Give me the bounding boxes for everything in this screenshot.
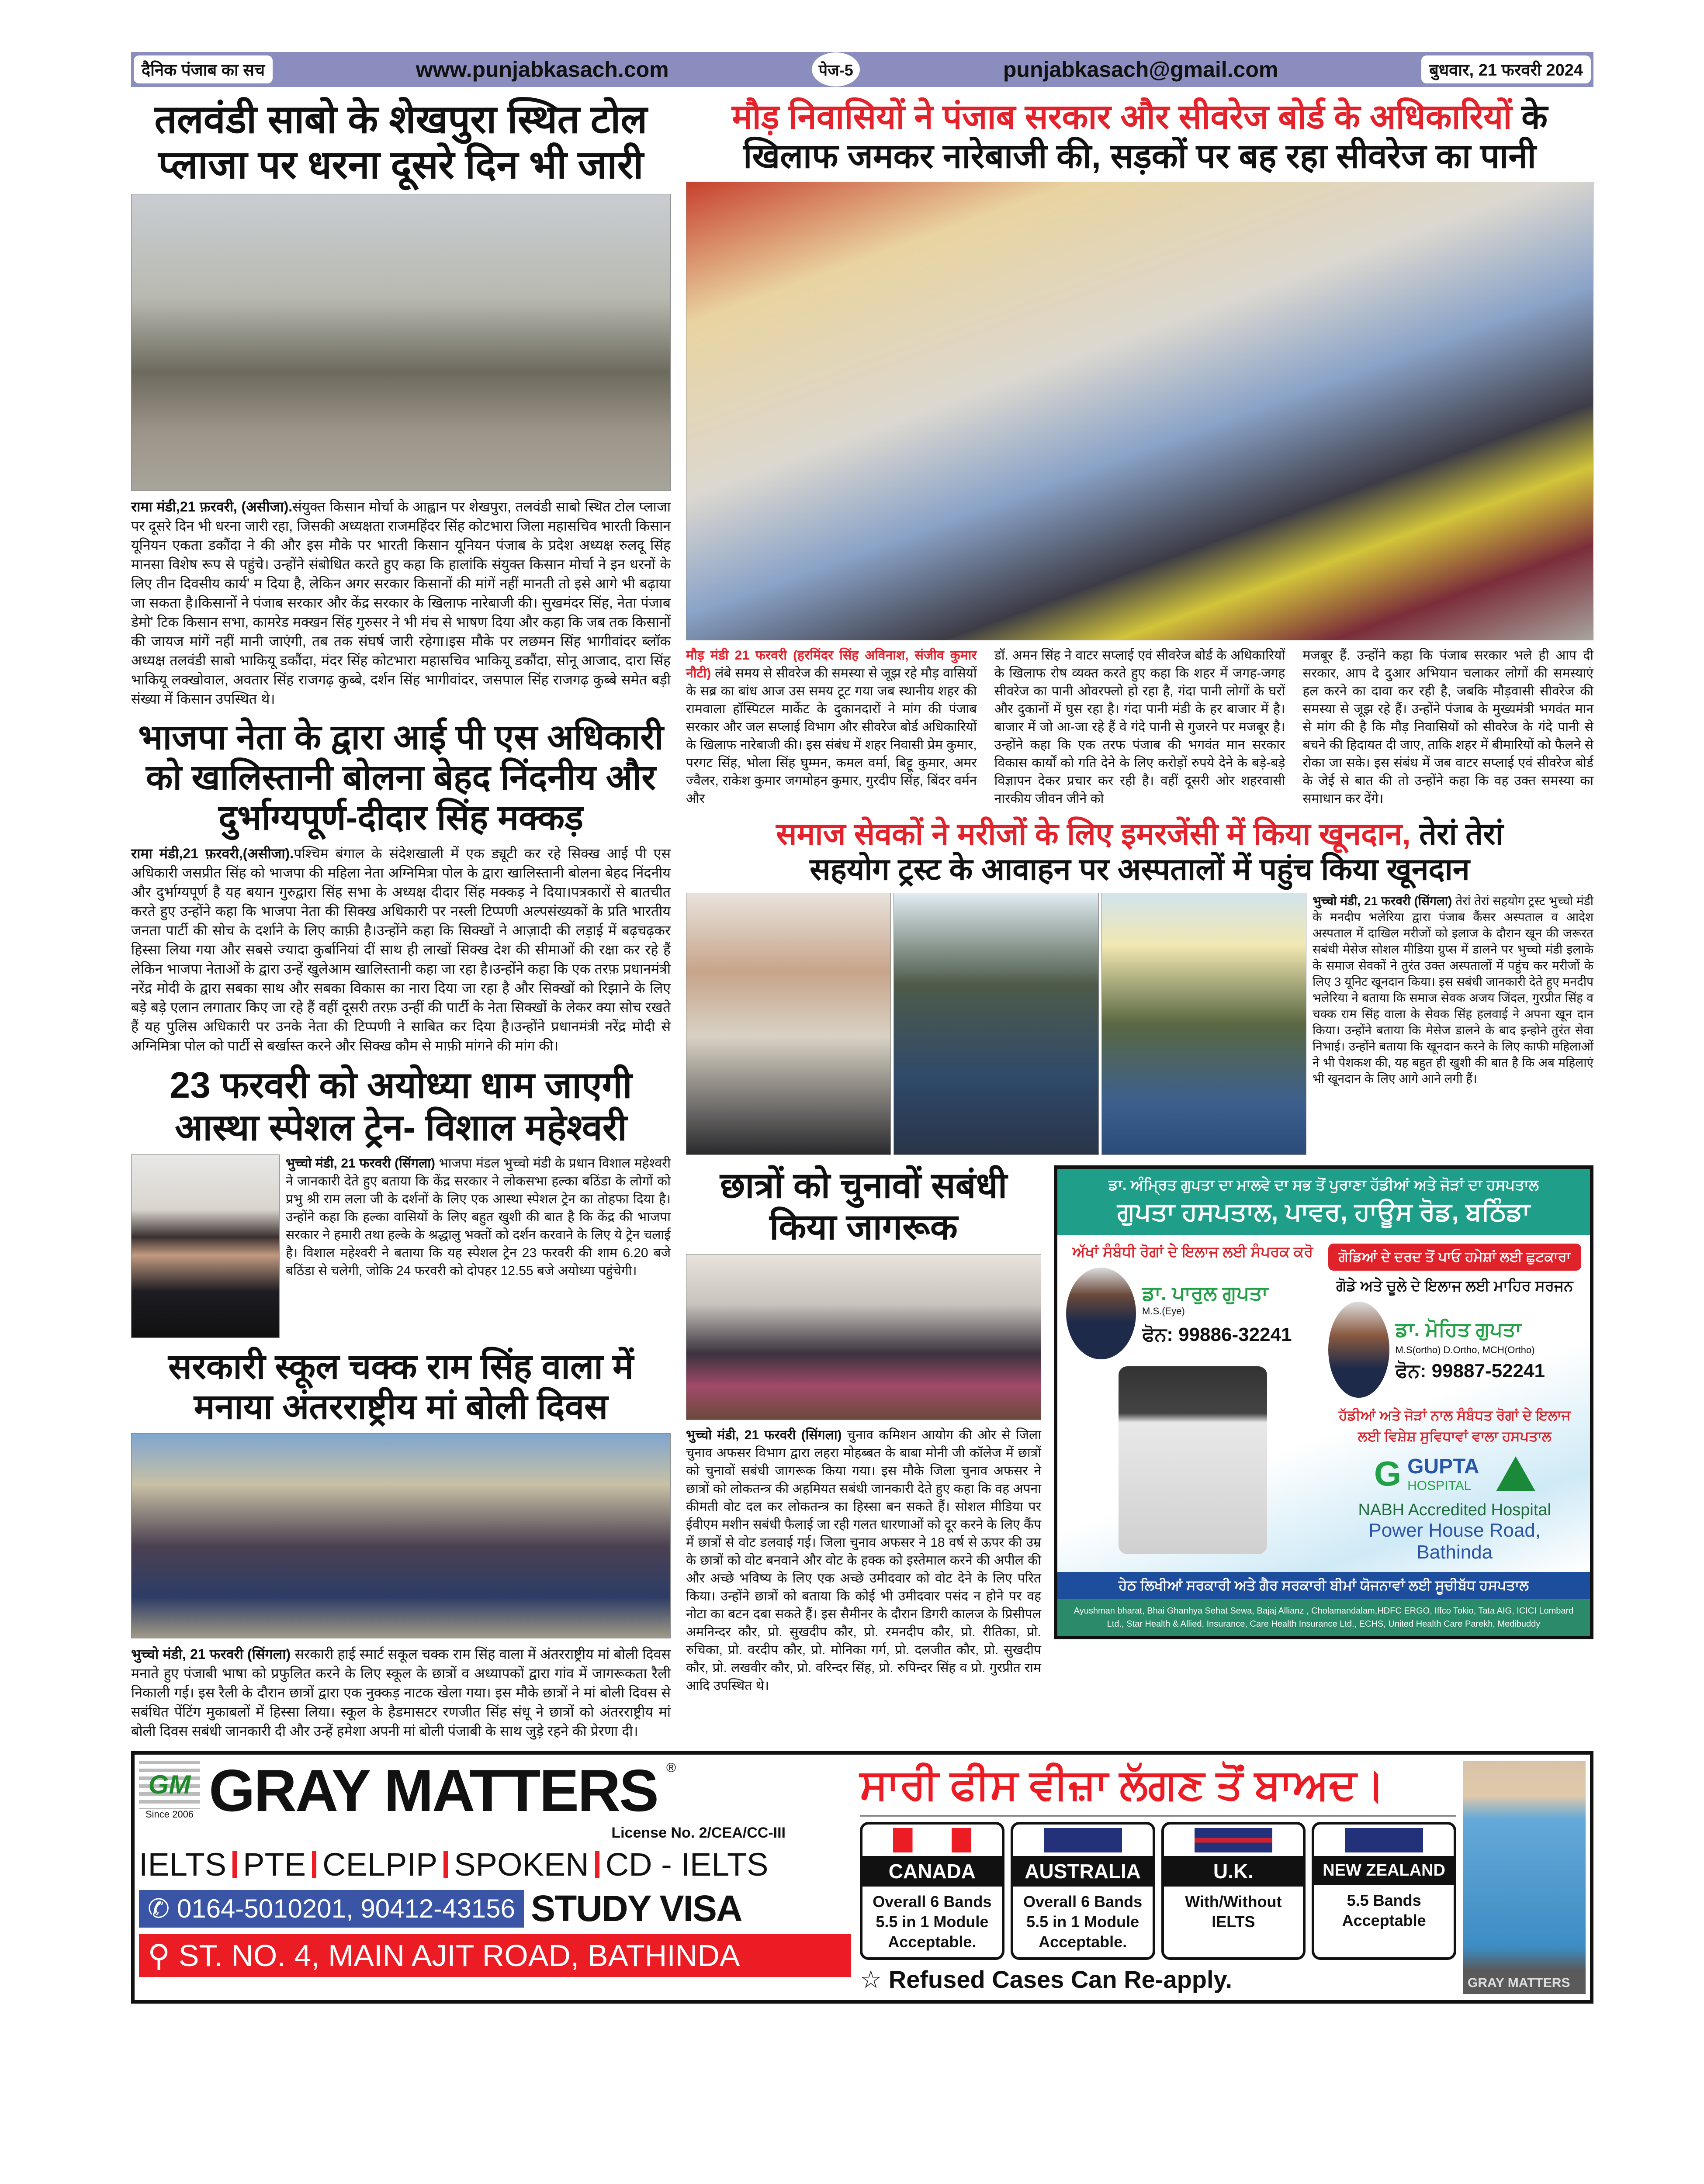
article-text: लंबे समय से सीवरेज की समस्या से जूझ रहे मौड़ वासियों के सब्र का बांध आज उस समय टूट गया जब स्थानीय शहर की रामवाला हॉस्पिटल मार्केट के दुकानदारों ने मांग की पंजाब सरकार और जल सप्लाई विभाग और सीवरेज बोर्ड अधिकारियों के खिलाफ नारेबाजी की। इस संबंध में शहर निवासी प्रेम कुमार, परगट सिंह, भोला सिंह घुम्मन, कमल वर्मा, बिट्टू कुमार, अमर ज्वैलर, राकेश कुमार जगमोहन कुमार, गुरदीप सिंह, बिंदर वर्मन और	[686, 666, 977, 806]
country-cards	[860, 1822, 1456, 1960]
headline-sewerage	[686, 97, 1593, 176]
masthead-bar	[131, 52, 1593, 87]
page-columns	[131, 97, 1593, 1741]
article-text: चुनाव कमिशन आयोग की ओर से जिला चुनाव अफसर विभाग द्वारा लहरा मोहब्बत के बाबा मोनी जी कॉलेज में छात्रों को चुनावों सबंधी जागरूक किया गया। इस मौके जिला चुनाव अफसर ने छात्रों को लोकतन्त्र की अहमियत सबंधी जानकारी देते हुए कहा कि वह अपना कीमती वोट दल कर लोकतन्त्र का हिस्सा बन सकते हैं। सोशल मीडिया पर ईवीएम मशीन सबंधी फैलाई जा रही गलत धारणाओं को दूर करने के लिए कैंप में छात्रों से वोट डलवाई गई। जिला चुनाव अफसर ने 18 वर्ष से ऊपर की उम्र के छात्रों को वोट बनवाने और वोट के हक्क को इस्तेमाल करने की अपील की और अच्छे भविष्य के लिए एक अच्छे उमीदवार को वोट देने के लिए परित किया। उन्होंने छात्रों को बताया कि कोई भी उमीदवार पसंद न होने पर वह नोटा का बटन दबा सकते हैं। इस सैमीनर के दौरान डिगरी कालज के प्रिसीपल अमनिन्दर कौर, प्रो. सुखदीप कौर, प्रो. रमनदीप कौर, प्रो. रीतिका, प्रो. रुचिका, प्रो. वरदीप कौर, प्रो. मोनिका गर्ग, प्रो. दलजीत कौर, प्रो. सुखदीप कौर, प्रो. लखवीर कौर, प्रो. वरिन्दर सिंह, प्रो. रुपिन्दर सिंह व प्रो. गुरप्रीत राम आदि उपस्थित थे।	[686, 1427, 1041, 1693]
article-blood-donation	[1313, 893, 1593, 1087]
divider	[312, 1851, 316, 1878]
building-sign: GRAY MATTERS	[1468, 1976, 1570, 1990]
blood-donation-row	[686, 893, 1593, 1155]
headline-toll-plaza: तलवंडी साबो के शेखपुरा स्थित टोल प्लाजा पर धरना दूसरे दिन भी जारी	[154, 98, 648, 187]
phone-numbers[interactable]: 0164-5010201, 90412-43156	[177, 1894, 516, 1923]
right-column	[686, 97, 1593, 1695]
doctor-2-row	[1328, 1302, 1582, 1398]
article-column: मजबूर हैं. उन्होंने कहा कि पंजाब सरकार भले ही आप दी सरकार, आप दे दुआर अभियान चलाकर लोगों की समस्याएं हल करने का दावा कर रही है, जबकि मौड़वासी सीवरेज की समस्या से जूझ रहे हैं। उन्होंने पंजाब के मुख्यमंत्री भगवंत मान से मांग की है कि मौड़ निवासियों को सीवरेज के गंदे पानी से बचने की हिदायत दी जाए, ताकि शहर में बीमारियों को फैलने से रोका जा सके। इस संबंध में जब वाटर सप्लाई एवं सीवरेज बोर्ड के जेई से बात की तो उन्होंने कहा कि वह उक्त समस्या का समाधान कर देंगे।	[1302, 648, 1593, 806]
doctor-degree: M.S.(Eye)	[1142, 1306, 1185, 1317]
dateline: रामा मंडी,21 फ़रवरी,(असीजा).	[131, 846, 294, 861]
photo-institute-building	[1463, 1761, 1586, 1994]
email-link[interactable]: punjabkasach@gmail.com	[1003, 57, 1278, 82]
article-ayodhya-train	[286, 1154, 671, 1280]
photo-election-seminar	[686, 1254, 1041, 1420]
knee-subheading: ਗੋਡੇ ਅਤੇ ਚੂਲੇ ਦੇ ਇਲਾਜ ਲਈ ਮਾਹਿਰ ਸਰਜਨ	[1336, 1278, 1573, 1295]
country-card-australia[interactable]	[1011, 1822, 1155, 1960]
website-link[interactable]: www.punjabkasach.com	[416, 57, 669, 82]
divider	[232, 1851, 237, 1878]
article-text: भाजपा मंडल भुच्चो मंडी के प्रधान विशाल महेश्वरी ने जानकारी देते हुए बताया कि केंद्र सरकार ने लोकसभा हल्का बठिंडा के लोगों को प्रभु श्री राम लला जी के दर्शनों के लिए एक आस्था स्पेशल ट्रेन का तोहफा दिया है। उन्होंने कहा कि हल्का वासियों के लिए बहुत खुशी की बात है कि केंद्र की भाजपा सरकार ने हमारी तथा हल्के के श्रद्धालु भक्तों को दर्शन करवाने के लिए ये ट्रेन चलाई है। विशाल महेश्वरी ने बताया कि यह स्पेशल ट्रेन 23 फरवरी की शाम 6.20 बजे बठिंडा से चलेगी, जोकि 24 फरवरी को दोपहर 12.55 बजे अयोध्या पहुंचेगी।	[286, 1156, 671, 1279]
phone-banner[interactable]: ✆ 0164-5010201, 90412-43156	[139, 1890, 524, 1928]
country-requirement: 5.5 Bands Acceptable	[1342, 1891, 1426, 1930]
article-text: तेरां तेरां सहयोग ट्रस्ट भुच्चो मंडी के मनदीप भलेरिया द्वारा पंजाब कैंसर अस्पताल व आदेश अस्पताल में दाखिल मरीजों को इलाज के दौरान खून की जरूरत सबंधी मेसेज सोशल मीडिया ग्रुप्स में डालने पर भुच्चो मंडी इलाके के समाज सेवकों ने तुरंत उक्त अस्पतालों में पहुंच कर मरीजों के लिए 3 यूनिट खूनदान किया। इस सबंधी जानकारी देते हुए मनदीप भलेरिया ने बताया कि समाज सेवक अजय जिंदल, गुरप्रीत सिंह व चक्क राम सिंह वाला के सेवक सिंह हलवाई ने अपना खून दान किया। उन्होंने बताया कि मेसेज डालने के बाद इन्होने तुरंत सेवा निभाई। उन्होंने बताया कि खूनदान करने के लिए काफी महिलाओं ने भी पेशकश की, यह बहुत ही खुशी की बात है कि अब महिलाएं भी खूनदान के लिए आगे आने लगी हैं।	[1313, 894, 1593, 1086]
headline-black-part: तेरां तेरां	[1419, 817, 1503, 851]
article-text: सरकारी हाई स्मार्ट सकूल चक्क राम सिंह वाला में अंतरराष्ट्रीय मां बोली दिवस मनाते हुए पंजाबी भाषा को प्रफुलित करने के लिए स्कूल के छात्रों व अध्यापकों द्वारा गांव में जागरूकता रैली निकाली गई। इस रैली के दौरान छात्रों द्वारा एक नुक्कड़ नाटक खेला गया। इस मौके छात्रों ने मां बोली दिवस से सबंधित पेंटिंग मुकाबलों में हिस्सा लिया। स्कूल के हैडमासटर रणजीत सिंह संधू ने छात्रों को अंतरराष्ट्रीय मां बोली दिवस सबंधी जानकारी दी और उन्हें हमेशा अपनी मां बोली पंजाबी के साथ जुड़े रहने की प्रेरणा दी।	[131, 1646, 671, 1739]
headline-khalistani-remark: भाजपा नेता के द्वारा आई पी एस अधिकारी को खालिस्तानी बोलना बेहद निंदनीय और दुर्भाग्यपूर्ण-दीदार सिंह मक्कड़	[138, 718, 664, 837]
address-banner: ⚲ ST. NO. 4, MAIN AJIT ROAD, BATHINDA	[139, 1934, 851, 1977]
photo-vishal-maheshwari	[131, 1154, 280, 1338]
course-cd-ielts: CD - IELTS	[605, 1846, 769, 1883]
photo-dr-parul	[1066, 1268, 1136, 1359]
country-requirement: Overall 6 Bands 5.5 in 1 Module Acceptable.	[873, 1893, 992, 1951]
article-mother-tongue-day	[131, 1645, 671, 1741]
photo-donor-1	[686, 893, 891, 1155]
ayodhya-article-row	[131, 1154, 671, 1338]
separator	[860, 1815, 1456, 1817]
eye-machine-image	[1119, 1366, 1267, 1554]
ad-title: ਗੁਪਤਾ ਹਸਪਤਾਲ, ਪਾਵਰ, ਹਾਊਸ ਰੋਡ, ਬਠਿੰਡਾ	[1117, 1198, 1530, 1227]
article-text: संयुक्त किसान मोर्चा के आह्वान पर शेखपुरा, तलवंडी साबो स्थित टोल प्लाजा पर दूसरे दिन भी धरना जारी रहा, जिसकी अध्यक्षता राजमहिंदर सिंह कोटभारा जिला महासचिव भारती किसान यूनियन एकता डकौंदा ने की और इस मौके पर भारती किसान यूनियन पंजाब के प्रदेश अध्यक्ष रुलदू सिंह मानसा विशेष रूप से पहुंचे। उन्होंने संबोधित करते हुए कहा कि हालांकि संयुक्त किसान मोर्चा ने इन धरनों के लिए तीन दिवसीय कार्य' म दिया है, लेकिन अगर सरकार किसानों की मांगें नहीं मानती तो इसे आगे भी बढ़ाया जा सकता है।किसानों ने पंजाब सरकार और केंद्र सरकार के खिलाफ नारेबाजी की। सुखमंदर सिंह, नेता पंजाब डेमो' टिक किसान सभा, कामरेड मक्खन सिंह गुरुसर ने भी मंच से भाषण दिया और कहा कि जब तक किसानों की जायज मांगें नहीं मानी जाएंगी, तब तक संघर्ष जारी रहेगा।इस मौके पर लछमन सिंह भागीवांदर ब्लॉक अध्यक्ष तलवंडी साबो भाकियू डकौंदा, मंदर सिंह कोटभारा महासचिव भाकियू डकौंदा, सोनू आजाद, दारा सिंह भाकियू लक्खोवाल, अवतार सिंह राजगढ़ कुब्बे, दर्शन सिंह भागीवांदर, जसपाल सिंह राजगढ़ कुब्बे समेत बड़ी संख्या में किसान उपस्थित थे।	[131, 499, 671, 707]
article-text: पश्चिम बंगाल के संदेशखाली में एक ड्यूटी कर रहे सिक्ख आई पी एस अधिकारी जसप्रीत सिंह को भाजपा की महिला नेता अग्निमित्रा पोल के द्वारा खालिस्तानी बोलना बेहद निंदनीय और दुर्भाग्यपूर्ण है यह बयान गुरुद्वारा सिंह सभा के अध्यक्ष दीदार सिंह मक्कड़ ने दिया।पत्रकारों से बातचीत करते हुए उन्होंने कहा कि भाजपा नेता की सिक्ख अधिकारी पर नस्ली टिप्पणी अल्पसंख्यकों के प्रति भारतीय जनता पार्टी की सोच के दर्शाने के लिए काफ़ी है।उन्होंने कहा कि सिक्खों ने आज़ादी की लड़ाई में बढ़चढ़कर हिस्सा लिया गया और सबसे ज्यादा कुर्बानियां दीं साथ ही लाखों सिक्ख देश की सीमाओं की रक्षा कर रहे हैं लेकिन भाजपा नेताओं के द्वारा उन्हें खुलेआम खालिस्तानी कहा जा रहा है।उन्होंने कहा कि एक तरफ़ प्रधानमंत्री नरेंद्र मोदी के द्वारा सबका साथ और सबका विकास का नारा दिया जा रहा है और सिक्खों को रिझाने के लिए बड़े बड़े एलान लगातार किए जा रहे हैं वहीं दूसरी तरफ़ उन्हीं की पार्टी के नेता सिक्खों के लेकर क्या सोच रखते हैं यह पुलिस अधिकारी पर उनके नेता की टिप्पणी ने साबित कर दिया है।उन्होंने प्रधानमंत्री नरेंद्र मोदी से अग्निमित्रा पोल को पार्टी से बर्खास्त करने और सिक्ख कौम से माफ़ी मांगने की मांग की।	[131, 846, 671, 1054]
doctor-name: ਡਾ. ਪਾਰੁਲ ਗੁਪਤਾ	[1142, 1282, 1268, 1305]
address-text: Power House Road, Bathinda	[1368, 1520, 1541, 1563]
dateline: भुच्चो मंडी, 21 फरवरी (सिंगला)	[131, 1646, 291, 1662]
doctor-1-info	[1142, 1281, 1292, 1346]
logo-icon: G	[1374, 1454, 1402, 1493]
knee-banner: ਗੋਡਿਆਂ ਦੇ ਦਰਦ ਤੋਂ ਪਾਓ ਹਮੇਸ਼ਾਂ ਲਈ ਛੁਟਕਾਰਾ	[1328, 1244, 1582, 1271]
ad-body	[1057, 1235, 1590, 1572]
photo-donor-2	[894, 893, 1098, 1155]
registered-mark: ®	[666, 1761, 676, 1776]
nabh-text: NABH Accredited Hospital	[1358, 1501, 1551, 1520]
left-column	[131, 97, 671, 1741]
article-khalistani-remark	[131, 844, 671, 1055]
address-text: ST. NO. 4, MAIN AJIT ROAD, BATHINDA	[178, 1939, 740, 1973]
photo-sewerage-protest	[686, 182, 1593, 640]
study-visa-label: STUDY VISA	[531, 1888, 742, 1929]
ad-gray-matters[interactable]	[131, 1751, 1593, 2004]
special-facilities: ਹੱਡੀਆਂ ਅਤੇ ਜੋੜਾਂ ਨਾਲ ਸੰਬੰਧਤ ਰੋਗਾਂ ਦੇ ਇਲਾਜ ਲਈ ਵਿਸ਼ੇਸ਼ ਸੁਵਿਧਾਵਾਂ ਵਾਲਾ ਹਸਪਤਾਲ	[1338, 1407, 1571, 1444]
country-name: U.K.	[1164, 1856, 1303, 1887]
doctor-1-row	[1066, 1268, 1320, 1359]
license-number: License No. 2/CEA/CC-III	[611, 1825, 786, 1842]
gm-right	[860, 1761, 1586, 1994]
insurer-list: Ayushman bharat, Bhai Ghanhya Sehat Sewa, Bajaj Allianz , Cholamandalam,HDFC ERGO, Iffco Tokio, Tata AIG, ICICI Lombard Ltd., Star Health & Allied, Insurance, Care Health Insurance Ltd., ECHS, United Health Care Parekh, Medibuddy	[1057, 1599, 1590, 1636]
fee-after-visa-tagline: ਸਾਰੀ ਫੀਸ ਵੀਜ਼ਾ ਲੱਗਣ ਤੋਂ ਬਾਅਦ।	[860, 1761, 1385, 1808]
since-text: Since 2006	[145, 1809, 194, 1820]
headline-mother-tongue-day: सरकारी स्कूल चक्क राम सिंह वाला में मनाया अंतरराष्ट्रीय मां बोली दिवस	[168, 1347, 634, 1427]
article-students-election	[686, 1426, 1041, 1695]
divider	[595, 1851, 599, 1878]
headline-black-part: के	[1521, 97, 1548, 136]
doctor-2-info	[1396, 1317, 1545, 1382]
country-name: CANADA	[862, 1856, 1002, 1887]
course-celpip: CELPIP	[322, 1846, 438, 1883]
paper-name: दैनिक पंजाब का सच	[134, 55, 273, 83]
country-card-new-zealand[interactable]	[1312, 1822, 1456, 1960]
ortho-section	[1328, 1244, 1582, 1563]
gupta-logo	[1328, 1454, 1582, 1494]
new-zealand-flag-icon	[1345, 1828, 1423, 1852]
headline-red-part: मौड़ निवासियों ने पंजाब सरकार और सीवरेज बोर्ड के अधिकारियों	[731, 97, 1512, 136]
doctor-degree: M.S(ortho) D.Ortho, MCH(Ortho)	[1395, 1344, 1535, 1356]
course-spoken: SPOKEN	[454, 1846, 589, 1883]
gm-left	[139, 1757, 851, 1994]
dateline: मौड़ मंडी 21 फरवरी (हरमिंदर सिंह अविनाश, संजीव कुमार नौटी)	[686, 648, 977, 681]
country-requirement: Overall 6 Bands 5.5 in 1 Module Acceptable.	[1023, 1893, 1143, 1951]
gm-logo-block	[139, 1761, 200, 1820]
ad-header	[1057, 1169, 1590, 1235]
gm-brand-row	[139, 1757, 851, 1824]
headline-second-line: सहयोग ट्रस्ट के आवाहन पर अस्पतालों में पहुंच किया खूनदान	[810, 852, 1470, 886]
headline-blood-donation	[686, 816, 1593, 887]
doctor-phone[interactable]: ਫੋਨ: 99887-52241	[1395, 1360, 1545, 1382]
students-and-ad-row	[686, 1165, 1593, 1695]
headline-red-part: समाज सेवकों ने मरीजों के लिए इमरजेंसी में किया खूनदान,	[776, 817, 1411, 851]
brand-name: GRAY MATTERS	[209, 1757, 658, 1824]
article-sewerage	[686, 646, 1593, 808]
country-requirement: With/Without IELTS	[1185, 1893, 1282, 1931]
country-name: AUSTRALIA	[1013, 1856, 1153, 1887]
divider	[443, 1851, 448, 1878]
refused-cases: ☆ Refused Cases Can Re-apply.	[860, 1966, 1233, 1994]
page-number: पेज-5	[812, 52, 860, 86]
doctor-name: ਡਾ. ਮੋਹਿਤ ਗੁਪਤਾ	[1395, 1318, 1521, 1341]
course-pte: PTE	[243, 1846, 306, 1883]
article-column: डॉ. अमन सिंह ने वाटर सप्लाई एवं सीवरेज बोर्ड के अधिकारियों के खिलाफ रोष व्यक्त करते हुए कहा कि शहर में जगह-जगह सीवरेज का पानी ओवरफ्लो हो रहा है, गंदा पानी लोगों के घरों और दुकानों में घुस रहा है। गंदा पानी मंडी के हर बाजार में है। बाजार में जो आ-जा रहे हैं वे गंदे पानी से गुजरने पर मजबूर है। उन्होंने कहा कि एक तरफ पंजाब की भगवंत मान सरकार विकास कार्यों को गति देने के लिए करोड़ों रुपये देने के बड़े-बड़े विज्ञापन देकर प्रचार कर रही है। वहीं दूसरी ओर शहरवासी नारकीय जीवन जीने को	[994, 648, 1285, 806]
blood-donation-photos	[686, 893, 1306, 1155]
headline-students-election: छात्रों को चुनावों सबंधी किया जागरूक	[720, 1166, 1008, 1247]
doctor-phone[interactable]: ਫੋਨ: 99886-32241	[1142, 1324, 1292, 1346]
eye-heading: ਅੱਖਾਂ ਸੰਬੰਧੀ ਰੋਗਾਂ ਦੇ ਇਲਾਜ ਲਈ ਸੰਪਰਕ ਕਰੋ	[1072, 1244, 1313, 1261]
ad-tagline: ਡਾ. ਅੰਮ੍ਰਿਤ ਗੁਪਤਾ ਦਾ ਮਾਲਵੇ ਦਾ ਸਭ ਤੋਂ ਪੁਰਾਣਾ ਹੱਡੀਆਂ ਅਤੇ ਜੋੜਾਂ ਦਾ ਹਸਪਤਾਲ	[1108, 1177, 1539, 1194]
photo-dr-mohit	[1328, 1302, 1389, 1398]
dateline: भुच्चो मंडी, 21 फरवरी (सिंगला)	[686, 1427, 842, 1442]
eye-section	[1066, 1244, 1320, 1563]
country-name: NEW ZEALAND	[1314, 1856, 1454, 1885]
gm-visa-block	[860, 1761, 1456, 1994]
uk-flag-icon	[1195, 1828, 1273, 1852]
logo-text: GUPTA	[1407, 1455, 1479, 1478]
dateline: भुच्चो मंडी, 21 फरवरी (सिंगला)	[286, 1156, 436, 1171]
nabh-triangle-icon	[1496, 1456, 1535, 1491]
course-ielts: IELTS	[139, 1846, 227, 1883]
country-card-canada[interactable]	[860, 1822, 1004, 1960]
logo-subtext: HOSPITAL	[1407, 1478, 1472, 1493]
photo-farmers-protest	[131, 194, 671, 491]
students-article-column	[686, 1165, 1041, 1695]
article-toll-plaza	[131, 497, 671, 708]
insurance-heading: ਹੇਠ ਲਿਖੀਆਂ ਸਰਕਾਰੀ ਅਤੇ ਗੈਰ ਸਰਕਾਰੀ ਬੀਮਾਂ ਯੋਜਨਾਵਾਂ ਲਈ ਸੂਚੀਬੱਧ ਹਸਪਤਾਲ	[1057, 1572, 1590, 1599]
canada-flag-icon	[893, 1828, 971, 1852]
australia-flag-icon	[1044, 1828, 1122, 1852]
article-column	[686, 646, 977, 808]
photo-school-rally	[131, 1433, 671, 1638]
country-card-uk[interactable]	[1161, 1822, 1306, 1960]
dateline: भुच्चो मंडी, 21 फरवरी (सिंगला)	[1313, 894, 1452, 908]
photo-donor-3	[1101, 893, 1306, 1155]
issue-date: बुधवार, 21 फरवरी 2024	[1421, 55, 1591, 83]
ad-gupta-hospital[interactable]	[1054, 1165, 1593, 1639]
refused-cases-text: Refused Cases Can Re-apply.	[888, 1966, 1233, 1994]
dateline: रामा मंडी,21 फ़रवरी, (असीजा).	[131, 499, 293, 515]
headline-second-line: खिलाफ जमकर नारेबाजी की, सड़कों पर बह रहा सीवरेज का पानी	[743, 136, 1536, 175]
phone-row	[139, 1887, 851, 1930]
hospital-address	[1328, 1501, 1582, 1563]
gm-logo: GM	[139, 1761, 200, 1809]
course-list	[139, 1846, 851, 1883]
headline-ayodhya-train: 23 फरवरी को अयोध्या धाम जाएगी आस्था स्पेशल ट्रेन- विशाल महेश्वरी	[170, 1064, 632, 1148]
